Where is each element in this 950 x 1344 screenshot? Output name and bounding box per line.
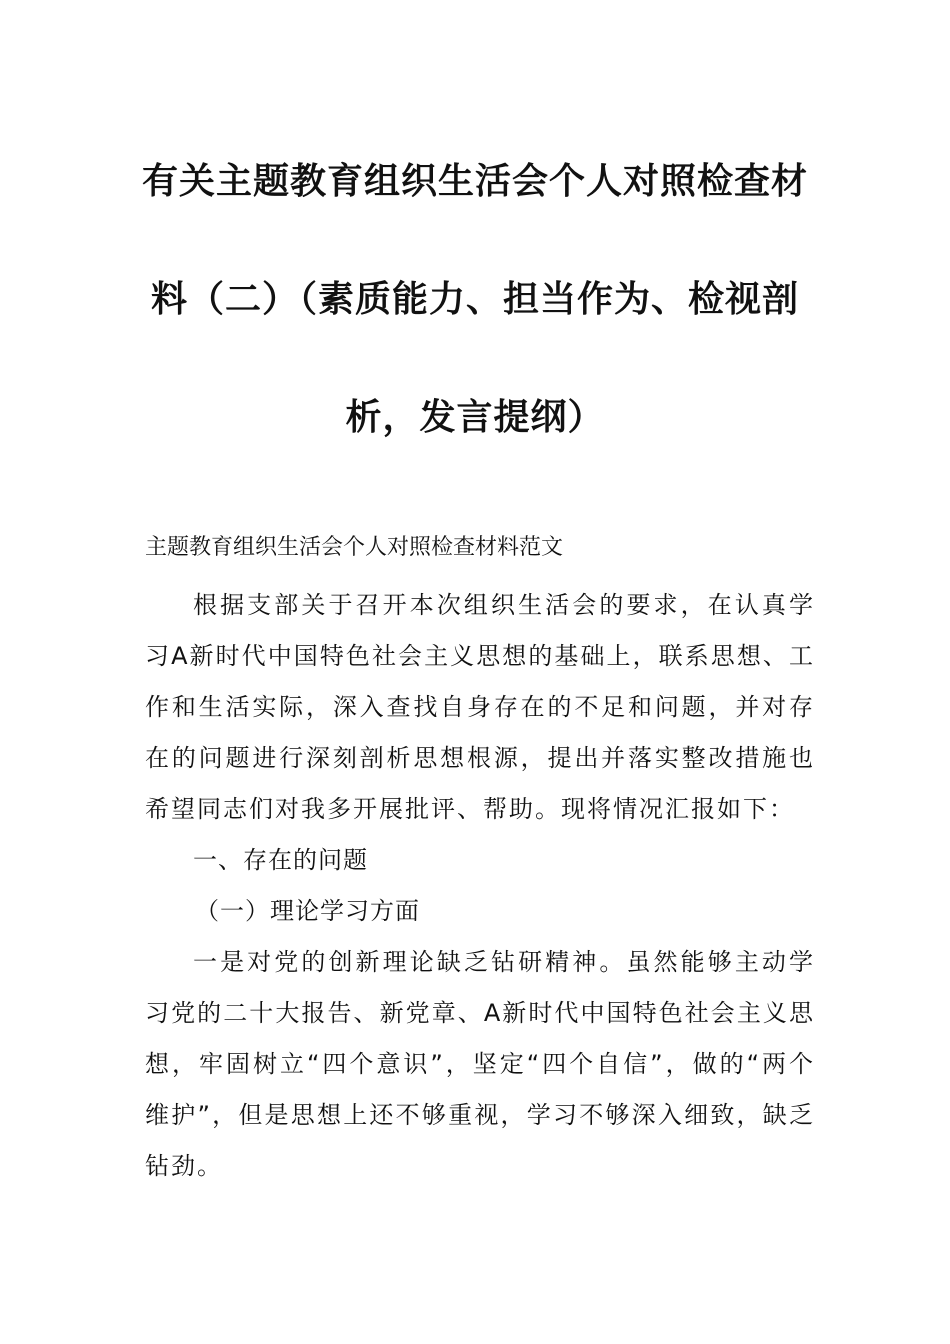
title-line-1: 有关主题教育组织生活会个人对照检查材 <box>141 161 808 202</box>
document-subtitle: 主题教育组织生活会个人对照检查材料范文 <box>145 535 564 560</box>
title-line-2: 料（二）（素质能力、担当作为、检视剖 <box>150 279 799 320</box>
document-body <box>145 580 815 1192</box>
section-heading: 一、存在的问题 <box>193 846 368 874</box>
point-paragraph: 一是对党的创新理论缺乏钻研精神。虽然能够主动学习党的二十大报告、新党章、A新时代中国特色社会主义思想，牢固树立“四个意识”，坚定“四个自信”，做的“两个维护”，但是思想上还不够重视，学习不够深入细致，缺乏钻劲。 <box>145 948 815 1180</box>
subsection-heading: （一）理论学习方面 <box>195 897 420 925</box>
title-line-3: 析，发言提纲） <box>345 397 605 438</box>
intro-paragraph: 根据支部关于召开本次组织生活会的要求，在认真学习A新时代中国特色社会主义思想的基础上，联系思想、工作和生活实际，深入查找自身存在的不足和问题，并对存在的问题进行深刻剖析思想根源，提出并落实整改措施也希望同志们对我多开展批评、帮助。现将情况汇报如下： <box>145 591 815 823</box>
